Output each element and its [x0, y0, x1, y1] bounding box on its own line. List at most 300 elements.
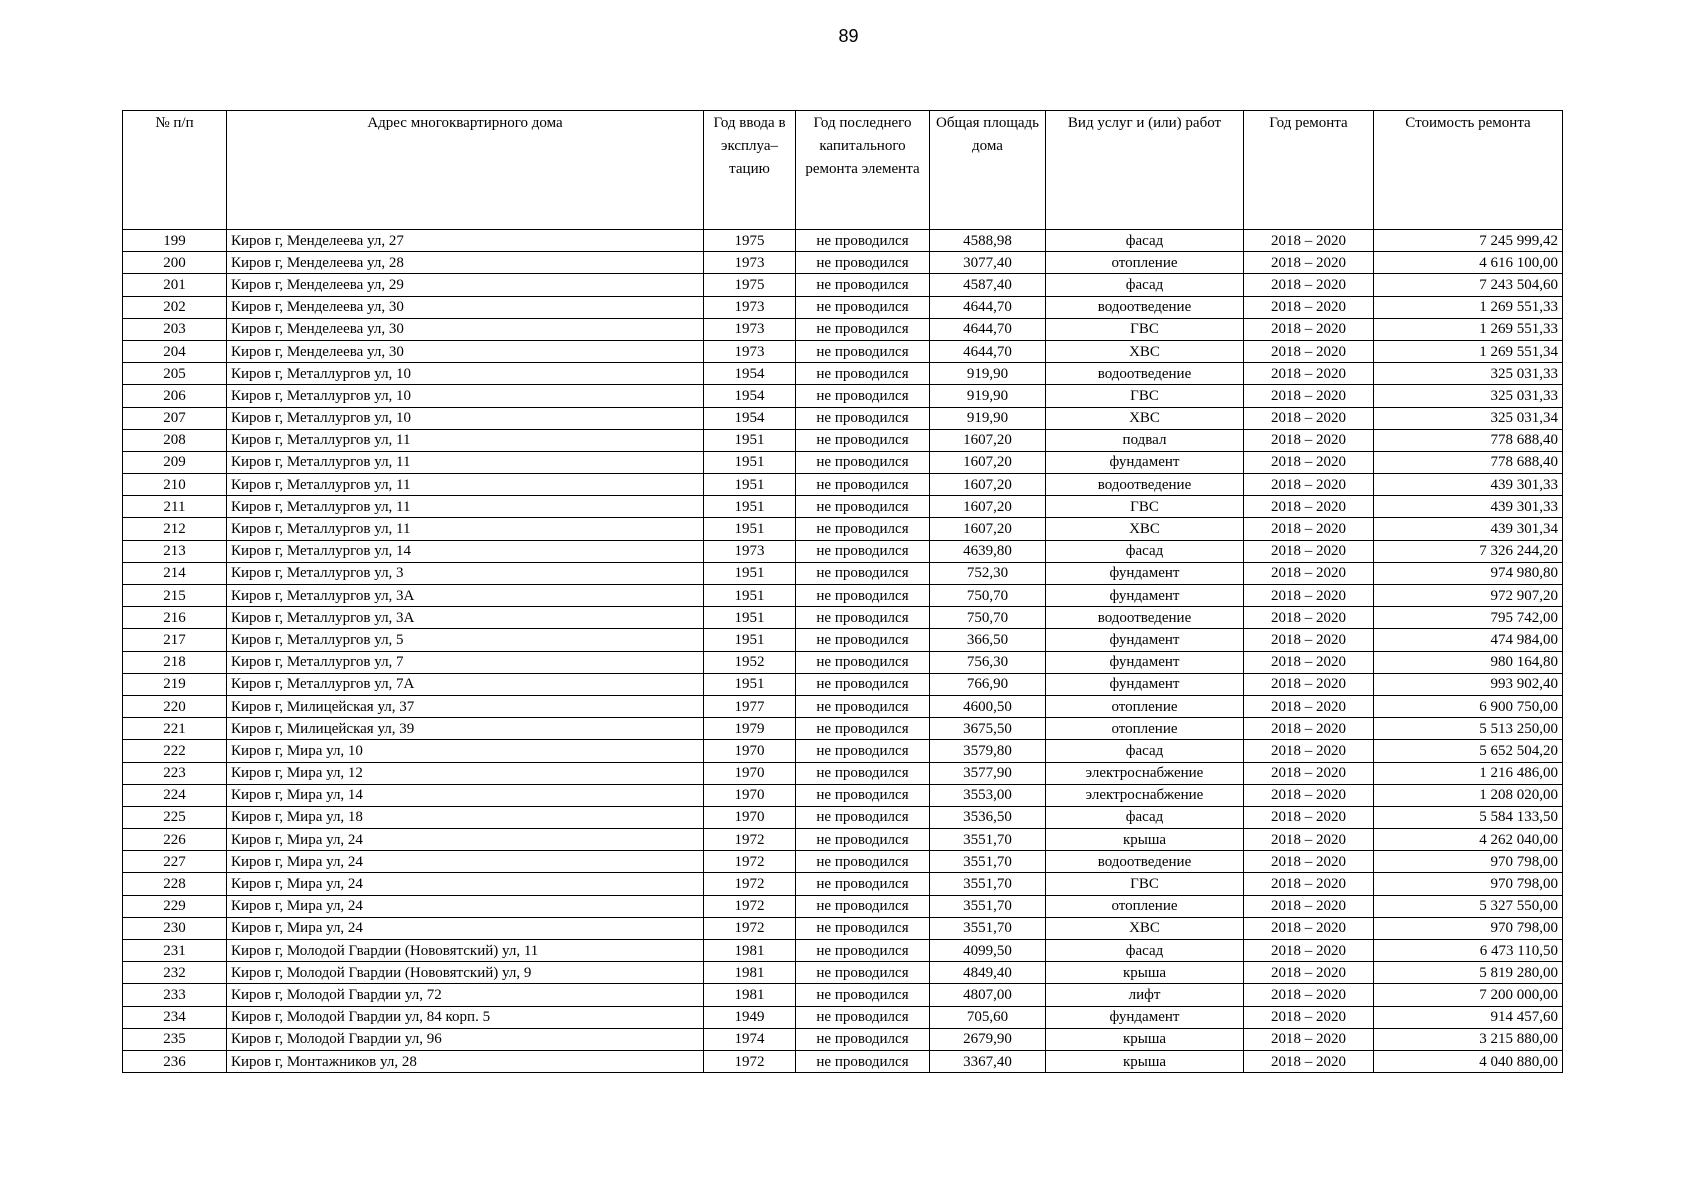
cost-cell: 970 798,00: [1374, 873, 1563, 895]
table-row: [123, 451, 1563, 473]
last-repair-cell: не проводился: [796, 806, 930, 828]
table-row: [123, 895, 1563, 917]
service-cell: фундамент: [1046, 673, 1244, 695]
address-cell: Киров г, Металлургов ул, 3А: [227, 585, 704, 607]
repair-year-cell: 2018 – 2020: [1244, 518, 1374, 540]
address-cell: Киров г, Мира ул, 24: [227, 851, 704, 873]
address-cell: Киров г, Металлургов ул, 14: [227, 540, 704, 562]
area-cell: 2679,90: [930, 1028, 1046, 1050]
table-row: [123, 806, 1563, 828]
last-repair-cell: не проводился: [796, 252, 930, 274]
area-cell: 4588,98: [930, 230, 1046, 252]
area-cell: 3579,80: [930, 740, 1046, 762]
address-cell: Киров г, Монтажников ул, 28: [227, 1050, 704, 1072]
last-repair-cell: не проводился: [796, 695, 930, 717]
service-cell: отопление: [1046, 895, 1244, 917]
address-cell: Киров г, Менделеева ул, 30: [227, 296, 704, 318]
row-number: 219: [123, 673, 227, 695]
service-cell: крыша: [1046, 1028, 1244, 1050]
year-built-cell: 1972: [704, 851, 796, 873]
last-repair-cell: не проводился: [796, 1006, 930, 1028]
service-cell: электроснабжение: [1046, 784, 1244, 806]
address-cell: Киров г, Металлургов ул, 11: [227, 474, 704, 496]
last-repair-cell: не проводился: [796, 230, 930, 252]
repair-year-cell: 2018 – 2020: [1244, 962, 1374, 984]
row-number: 233: [123, 984, 227, 1006]
cost-cell: 974 980,80: [1374, 562, 1563, 584]
address-cell: Киров г, Мира ул, 18: [227, 806, 704, 828]
area-cell: 1607,20: [930, 496, 1046, 518]
area-cell: 752,30: [930, 562, 1046, 584]
service-cell: крыша: [1046, 829, 1244, 851]
table-body: [123, 230, 1563, 1073]
table-row: [123, 851, 1563, 873]
row-number: 222: [123, 740, 227, 762]
cost-cell: 5 584 133,50: [1374, 806, 1563, 828]
address-cell: Киров г, Мира ул, 24: [227, 873, 704, 895]
area-cell: 750,70: [930, 585, 1046, 607]
repair-year-cell: 2018 – 2020: [1244, 762, 1374, 784]
address-cell: Киров г, Металлургов ул, 11: [227, 518, 704, 540]
last-repair-cell: не проводился: [796, 718, 930, 740]
last-repair-cell: не проводился: [796, 762, 930, 784]
table-row: [123, 474, 1563, 496]
year-built-cell: 1981: [704, 940, 796, 962]
table-row: [123, 540, 1563, 562]
service-cell: водоотведение: [1046, 607, 1244, 629]
table-row: [123, 940, 1563, 962]
cost-cell: 5 819 280,00: [1374, 962, 1563, 984]
year-built-cell: 1951: [704, 496, 796, 518]
year-built-cell: 1981: [704, 962, 796, 984]
year-built-cell: 1970: [704, 806, 796, 828]
area-cell: 4639,80: [930, 540, 1046, 562]
repair-year-cell: 2018 – 2020: [1244, 252, 1374, 274]
repair-year-cell: 2018 – 2020: [1244, 496, 1374, 518]
last-repair-cell: не проводился: [796, 673, 930, 695]
table-row: [123, 607, 1563, 629]
address-cell: Киров г, Мира ул, 12: [227, 762, 704, 784]
area-cell: 3553,00: [930, 784, 1046, 806]
table-row: [123, 318, 1563, 340]
address-cell: Киров г, Металлургов ул, 5: [227, 629, 704, 651]
area-cell: 4644,70: [930, 318, 1046, 340]
area-cell: 4600,50: [930, 695, 1046, 717]
header-cost: Стоимость ремонта: [1374, 111, 1563, 230]
cost-cell: 5 513 250,00: [1374, 718, 1563, 740]
address-cell: Киров г, Металлургов ул, 10: [227, 407, 704, 429]
row-number: 229: [123, 895, 227, 917]
year-built-cell: 1951: [704, 451, 796, 473]
service-cell: крыша: [1046, 962, 1244, 984]
last-repair-cell: не проводился: [796, 585, 930, 607]
row-number: 225: [123, 806, 227, 828]
year-built-cell: 1954: [704, 385, 796, 407]
area-cell: 4644,70: [930, 296, 1046, 318]
address-cell: Киров г, Мира ул, 24: [227, 895, 704, 917]
service-cell: электроснабжение: [1046, 762, 1244, 784]
address-cell: Киров г, Мира ул, 10: [227, 740, 704, 762]
service-cell: фундамент: [1046, 1006, 1244, 1028]
service-cell: крыша: [1046, 1050, 1244, 1072]
area-cell: 1607,20: [930, 451, 1046, 473]
last-repair-cell: не проводился: [796, 562, 930, 584]
table-row: [123, 496, 1563, 518]
last-repair-cell: не проводился: [796, 895, 930, 917]
row-number: 206: [123, 385, 227, 407]
cost-cell: 7 200 000,00: [1374, 984, 1563, 1006]
row-number: 223: [123, 762, 227, 784]
table-row: [123, 1028, 1563, 1050]
year-built-cell: 1952: [704, 651, 796, 673]
repair-year-cell: 2018 – 2020: [1244, 474, 1374, 496]
year-built-cell: 1975: [704, 230, 796, 252]
row-number: 201: [123, 274, 227, 296]
table-row: [123, 829, 1563, 851]
service-cell: фасад: [1046, 230, 1244, 252]
cost-cell: 1 269 551,33: [1374, 296, 1563, 318]
service-cell: фундамент: [1046, 451, 1244, 473]
address-cell: Киров г, Менделеева ул, 28: [227, 252, 704, 274]
repair-year-cell: 2018 – 2020: [1244, 784, 1374, 806]
table-row: [123, 718, 1563, 740]
last-repair-cell: не проводился: [796, 496, 930, 518]
last-repair-cell: не проводился: [796, 518, 930, 540]
area-cell: 4587,40: [930, 274, 1046, 296]
address-cell: Киров г, Мира ул, 14: [227, 784, 704, 806]
repair-year-cell: 2018 – 2020: [1244, 1028, 1374, 1050]
row-number: 212: [123, 518, 227, 540]
last-repair-cell: не проводился: [796, 474, 930, 496]
service-cell: водоотведение: [1046, 474, 1244, 496]
cost-cell: 7 243 504,60: [1374, 274, 1563, 296]
row-number: 202: [123, 296, 227, 318]
address-cell: Киров г, Молодой Гвардии ул, 72: [227, 984, 704, 1006]
area-cell: 750,70: [930, 607, 1046, 629]
service-cell: водоотведение: [1046, 296, 1244, 318]
last-repair-cell: не проводился: [796, 784, 930, 806]
last-repair-cell: не проводился: [796, 917, 930, 939]
address-cell: Киров г, Менделеева ул, 29: [227, 274, 704, 296]
last-repair-cell: не проводился: [796, 1050, 930, 1072]
area-cell: 4849,40: [930, 962, 1046, 984]
row-number: 228: [123, 873, 227, 895]
year-built-cell: 1951: [704, 629, 796, 651]
header-year-built: Год ввода в эксплуа–тацию: [704, 111, 796, 230]
address-cell: Киров г, Металлургов ул, 11: [227, 451, 704, 473]
year-built-cell: 1951: [704, 429, 796, 451]
area-cell: 3551,70: [930, 829, 1046, 851]
repair-year-cell: 2018 – 2020: [1244, 917, 1374, 939]
area-cell: 1607,20: [930, 518, 1046, 540]
address-cell: Киров г, Милицейская ул, 37: [227, 695, 704, 717]
address-cell: Киров г, Металлургов ул, 7: [227, 651, 704, 673]
repair-year-cell: 2018 – 2020: [1244, 540, 1374, 562]
last-repair-cell: не проводился: [796, 651, 930, 673]
repair-year-cell: 2018 – 2020: [1244, 695, 1374, 717]
last-repair-cell: не проводился: [796, 385, 930, 407]
header-repair-year: Год ремонта: [1244, 111, 1374, 230]
cost-cell: 4 040 880,00: [1374, 1050, 1563, 1072]
last-repair-cell: не проводился: [796, 851, 930, 873]
table-row: [123, 296, 1563, 318]
repair-year-cell: 2018 – 2020: [1244, 1006, 1374, 1028]
service-cell: водоотведение: [1046, 363, 1244, 385]
year-built-cell: 1974: [704, 1028, 796, 1050]
row-number: 210: [123, 474, 227, 496]
address-cell: Киров г, Металлургов ул, 3А: [227, 607, 704, 629]
row-number: 231: [123, 940, 227, 962]
area-cell: 4807,00: [930, 984, 1046, 1006]
row-number: 232: [123, 962, 227, 984]
cost-cell: 1 269 551,33: [1374, 318, 1563, 340]
area-cell: 3675,50: [930, 718, 1046, 740]
service-cell: подвал: [1046, 429, 1244, 451]
header-num: № п/п: [123, 111, 227, 230]
table-row: [123, 363, 1563, 385]
row-number: 224: [123, 784, 227, 806]
row-number: 234: [123, 1006, 227, 1028]
row-number: 207: [123, 407, 227, 429]
year-built-cell: 1973: [704, 296, 796, 318]
cost-cell: 993 902,40: [1374, 673, 1563, 695]
year-built-cell: 1975: [704, 274, 796, 296]
row-number: 200: [123, 252, 227, 274]
address-cell: Киров г, Менделеева ул, 30: [227, 318, 704, 340]
area-cell: 4644,70: [930, 340, 1046, 362]
cost-cell: 4 616 100,00: [1374, 252, 1563, 274]
row-number: 216: [123, 607, 227, 629]
area-cell: 3536,50: [930, 806, 1046, 828]
table-row: [123, 385, 1563, 407]
year-built-cell: 1951: [704, 673, 796, 695]
repair-year-cell: 2018 – 2020: [1244, 718, 1374, 740]
cost-cell: 325 031,34: [1374, 407, 1563, 429]
page-number: 89: [838, 26, 859, 46]
repair-year-cell: 2018 – 2020: [1244, 740, 1374, 762]
repair-year-cell: 2018 – 2020: [1244, 851, 1374, 873]
cost-cell: 7 326 244,20: [1374, 540, 1563, 562]
row-number: 220: [123, 695, 227, 717]
cost-cell: 778 688,40: [1374, 429, 1563, 451]
service-cell: отопление: [1046, 695, 1244, 717]
table-row: [123, 518, 1563, 540]
cost-cell: 7 245 999,42: [1374, 230, 1563, 252]
service-cell: ГВС: [1046, 496, 1244, 518]
service-cell: фасад: [1046, 806, 1244, 828]
area-cell: 366,50: [930, 629, 1046, 651]
area-cell: 919,90: [930, 407, 1046, 429]
repair-year-cell: 2018 – 2020: [1244, 895, 1374, 917]
last-repair-cell: не проводился: [796, 274, 930, 296]
service-cell: ХВС: [1046, 407, 1244, 429]
service-cell: ГВС: [1046, 318, 1244, 340]
table-row: [123, 762, 1563, 784]
year-built-cell: 1949: [704, 1006, 796, 1028]
cost-cell: 970 798,00: [1374, 851, 1563, 873]
service-cell: фасад: [1046, 540, 1244, 562]
year-built-cell: 1981: [704, 984, 796, 1006]
address-cell: Киров г, Молодой Гвардии ул, 96: [227, 1028, 704, 1050]
repair-year-cell: 2018 – 2020: [1244, 363, 1374, 385]
row-number: 213: [123, 540, 227, 562]
header-last-repair: Год последнего капитального ремонта элемента: [796, 111, 930, 230]
address-cell: Киров г, Молодой Гвардии (Нововятский) ул, 11: [227, 940, 704, 962]
service-cell: лифт: [1046, 984, 1244, 1006]
year-built-cell: 1970: [704, 740, 796, 762]
repair-year-cell: 2018 – 2020: [1244, 429, 1374, 451]
row-number: 235: [123, 1028, 227, 1050]
table-row: [123, 340, 1563, 362]
table-row: [123, 962, 1563, 984]
cost-cell: 439 301,33: [1374, 496, 1563, 518]
area-cell: 756,30: [930, 651, 1046, 673]
area-cell: 3577,90: [930, 762, 1046, 784]
year-built-cell: 1973: [704, 540, 796, 562]
cost-cell: 970 798,00: [1374, 917, 1563, 939]
address-cell: Киров г, Милицейская ул, 39: [227, 718, 704, 740]
address-cell: Киров г, Металлургов ул, 11: [227, 429, 704, 451]
address-cell: Киров г, Мира ул, 24: [227, 917, 704, 939]
repair-year-cell: 2018 – 2020: [1244, 607, 1374, 629]
table-row: [123, 984, 1563, 1006]
address-cell: Киров г, Металлургов ул, 10: [227, 385, 704, 407]
table-row: [123, 407, 1563, 429]
address-cell: Киров г, Молодой Гвардии ул, 84 корп. 5: [227, 1006, 704, 1028]
header-service: Вид услуг и (или) работ: [1046, 111, 1244, 230]
address-cell: Киров г, Металлургов ул, 7А: [227, 673, 704, 695]
service-cell: ГВС: [1046, 873, 1244, 895]
table-row: [123, 917, 1563, 939]
address-cell: Киров г, Металлургов ул, 11: [227, 496, 704, 518]
service-cell: водоотведение: [1046, 851, 1244, 873]
repair-year-cell: 2018 – 2020: [1244, 340, 1374, 362]
service-cell: ХВС: [1046, 917, 1244, 939]
repair-year-cell: 2018 – 2020: [1244, 873, 1374, 895]
table-row: [123, 562, 1563, 584]
address-cell: Киров г, Металлургов ул, 10: [227, 363, 704, 385]
row-number: 209: [123, 451, 227, 473]
repair-year-cell: 2018 – 2020: [1244, 829, 1374, 851]
cost-cell: 5 327 550,00: [1374, 895, 1563, 917]
last-repair-cell: не проводился: [796, 318, 930, 340]
table-row: [123, 695, 1563, 717]
last-repair-cell: не проводился: [796, 429, 930, 451]
repair-year-cell: 2018 – 2020: [1244, 451, 1374, 473]
last-repair-cell: не проводился: [796, 740, 930, 762]
area-cell: 766,90: [930, 673, 1046, 695]
row-number: 215: [123, 585, 227, 607]
row-number: 199: [123, 230, 227, 252]
last-repair-cell: не проводился: [796, 340, 930, 362]
table-row: [123, 784, 1563, 806]
row-number: 217: [123, 629, 227, 651]
header-address: Адрес многоквартирного дома: [227, 111, 704, 230]
repair-year-cell: 2018 – 2020: [1244, 318, 1374, 340]
repair-schedule-table: [122, 110, 1563, 1073]
area-cell: 1607,20: [930, 474, 1046, 496]
cost-cell: 972 907,20: [1374, 585, 1563, 607]
area-cell: 3551,70: [930, 895, 1046, 917]
table-row: [123, 274, 1563, 296]
last-repair-cell: не проводился: [796, 962, 930, 984]
repair-year-cell: 2018 – 2020: [1244, 385, 1374, 407]
row-number: 205: [123, 363, 227, 385]
service-cell: ХВС: [1046, 518, 1244, 540]
repair-year-cell: 2018 – 2020: [1244, 296, 1374, 318]
cost-cell: 439 301,34: [1374, 518, 1563, 540]
service-cell: фасад: [1046, 740, 1244, 762]
cost-cell: 439 301,33: [1374, 474, 1563, 496]
last-repair-cell: не проводился: [796, 829, 930, 851]
repair-year-cell: 2018 – 2020: [1244, 1050, 1374, 1072]
repair-year-cell: 2018 – 2020: [1244, 562, 1374, 584]
service-cell: фундамент: [1046, 562, 1244, 584]
cost-cell: 914 457,60: [1374, 1006, 1563, 1028]
last-repair-cell: не проводился: [796, 296, 930, 318]
service-cell: фундамент: [1046, 651, 1244, 673]
table-row: [123, 1050, 1563, 1072]
last-repair-cell: не проводился: [796, 540, 930, 562]
area-cell: 705,60: [930, 1006, 1046, 1028]
table-row: [123, 429, 1563, 451]
year-built-cell: 1951: [704, 607, 796, 629]
year-built-cell: 1951: [704, 562, 796, 584]
last-repair-cell: не проводился: [796, 629, 930, 651]
service-cell: фундамент: [1046, 629, 1244, 651]
year-built-cell: 1972: [704, 917, 796, 939]
table-row: [123, 585, 1563, 607]
year-built-cell: 1972: [704, 1050, 796, 1072]
table-row: [123, 740, 1563, 762]
last-repair-cell: не проводился: [796, 607, 930, 629]
cost-cell: 325 031,33: [1374, 385, 1563, 407]
repair-year-cell: 2018 – 2020: [1244, 629, 1374, 651]
area-cell: 919,90: [930, 363, 1046, 385]
year-built-cell: 1972: [704, 895, 796, 917]
table-header: [123, 111, 1563, 230]
area-cell: 3551,70: [930, 851, 1046, 873]
repair-year-cell: 2018 – 2020: [1244, 673, 1374, 695]
repair-year-cell: 2018 – 2020: [1244, 407, 1374, 429]
cost-cell: 4 262 040,00: [1374, 829, 1563, 851]
repair-year-cell: 2018 – 2020: [1244, 230, 1374, 252]
cost-cell: 5 652 504,20: [1374, 740, 1563, 762]
year-built-cell: 1973: [704, 318, 796, 340]
row-number: 218: [123, 651, 227, 673]
cost-cell: 325 031,33: [1374, 363, 1563, 385]
year-built-cell: 1970: [704, 784, 796, 806]
repair-year-cell: 2018 – 2020: [1244, 651, 1374, 673]
service-cell: фундамент: [1046, 585, 1244, 607]
cost-cell: 474 984,00: [1374, 629, 1563, 651]
table-row: [123, 1006, 1563, 1028]
table-row: [123, 230, 1563, 252]
table-row: [123, 873, 1563, 895]
last-repair-cell: не проводился: [796, 984, 930, 1006]
year-built-cell: 1979: [704, 718, 796, 740]
service-cell: фасад: [1046, 274, 1244, 296]
row-number: 214: [123, 562, 227, 584]
year-built-cell: 1977: [704, 695, 796, 717]
area-cell: 4099,50: [930, 940, 1046, 962]
address-cell: Киров г, Менделеева ул, 27: [227, 230, 704, 252]
cost-cell: 1 216 486,00: [1374, 762, 1563, 784]
row-number: 203: [123, 318, 227, 340]
cost-cell: 1 269 551,34: [1374, 340, 1563, 362]
year-built-cell: 1973: [704, 340, 796, 362]
row-number: 230: [123, 917, 227, 939]
